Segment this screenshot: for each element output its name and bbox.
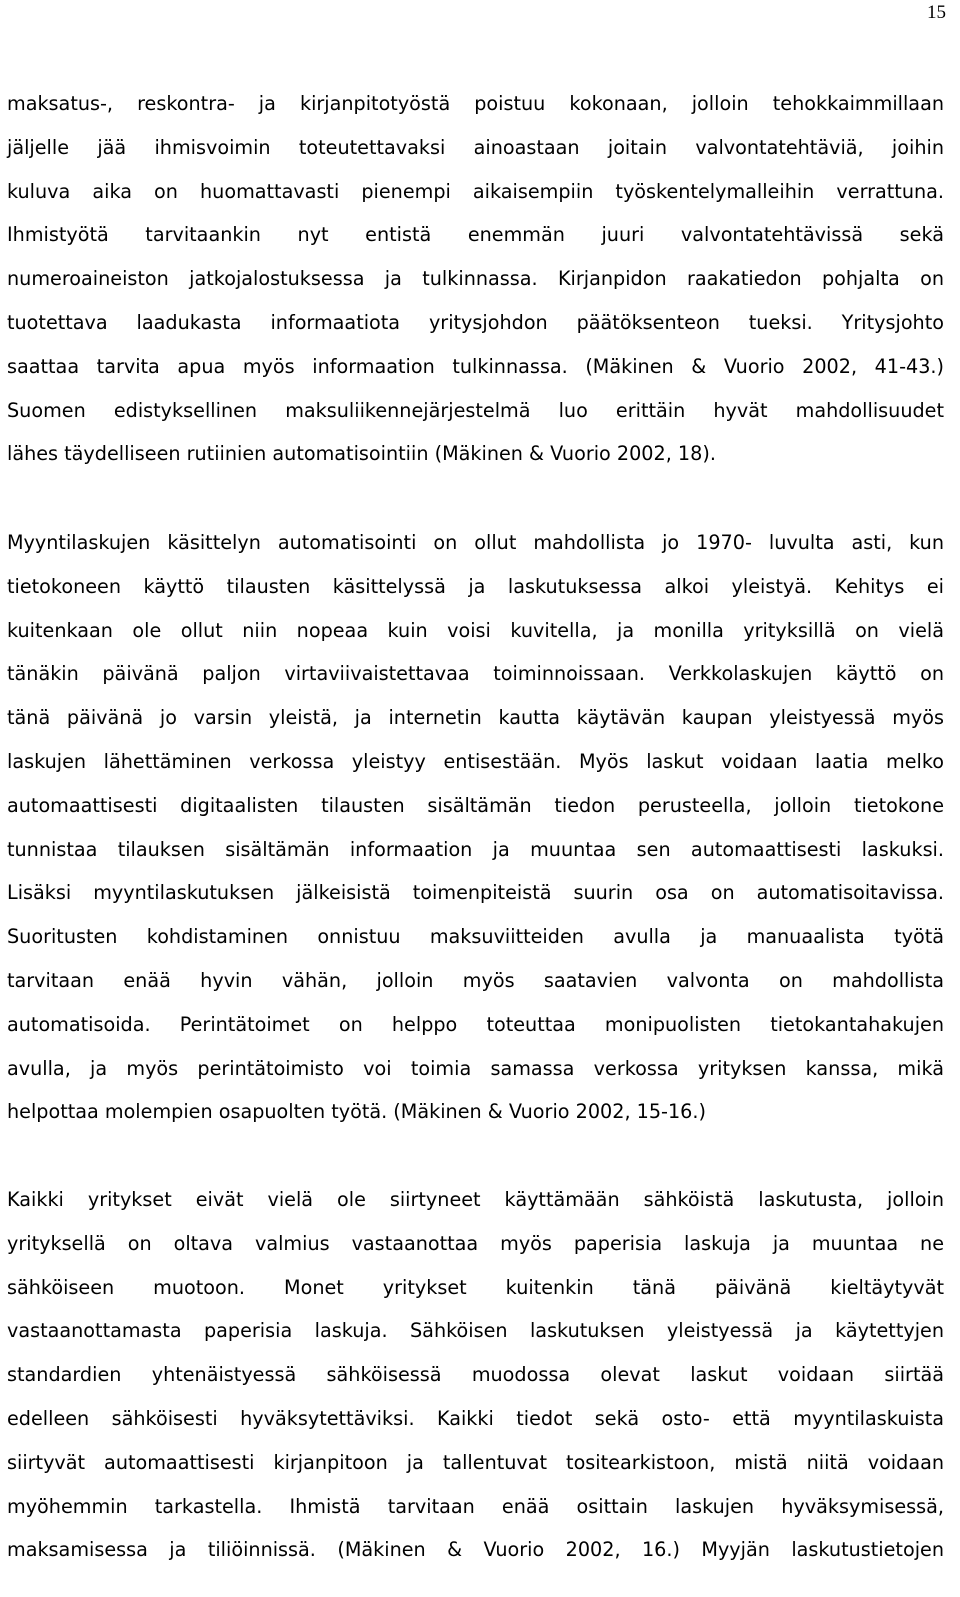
- text-line: helpottaa molempien osapuolten työtä. (Mäkinen & Vuorio 2002, 15-16.): [7, 1100, 706, 1124]
- text-line: tuotettava laadukasta informaatiota yritysjohdon päätöksenteon tueksi. Yritysjohto: [7, 311, 944, 334]
- text-line: tänä päivänä jo varsin yleistä, ja internetin kautta käytävän kaupan yleistyessä myös: [7, 706, 944, 730]
- text-line: vastaanottamasta paperisia laskuja. Sähköisen laskutuksen yleistyessä ja käytettyjen: [7, 1319, 944, 1343]
- text-line: laskujen lähettäminen verkossa yleistyy entisestään. Myös laskut voidaan laatia melko: [7, 750, 944, 773]
- text-line: tunnistaa tilauksen sisältämän informaation ja muuntaa sen automaattisesti laskuksi.: [7, 837, 944, 861]
- text-line: jäljelle jää ihmisvoimin toteutettavaksi ainoastaan joitain valvontatehtäviä, joihin: [7, 135, 944, 159]
- text-line: Myyntilaskujen käsittelyn automatisointi on ollut mahdollista jo 1970- luvulta asti, kun: [7, 531, 944, 554]
- text-line: tänäkin päivänä paljon virtaviivaistettavaa toiminnoissaan. Verkkolaskujen käyttö on: [7, 662, 944, 686]
- text-line: Ihmistyötä tarvitaankin nyt entistä enemmän juuri valvontatehtävissä sekä: [7, 223, 944, 247]
- text-line: sähköiseen muotoon. Monet yritykset kuitenkin tänä päivänä kieltäytyvät: [7, 1275, 944, 1299]
- text-line: saattaa tarvita apua myös informaation tulkinnassa. (Mäkinen & Vuorio 2002, 41-43.): [7, 354, 944, 378]
- text-line: siirtyvät automaattisesti kirjanpitoon ja tallentuvat tositearkistoon, mistä niitä voidaan: [7, 1450, 944, 1474]
- page-number: 15: [927, 2, 946, 23]
- text-line: maksamisessa ja tiliöinnissä. (Mäkinen & Vuorio 2002, 16.) Myyjän laskutustietojen: [7, 1538, 944, 1562]
- text-line: Suoritusten kohdistaminen onnistuu maksuviitteiden avulla ja manuaalista työtä: [7, 925, 944, 949]
- text-line: edelleen sähköisesti hyväksytettäviksi. Kaikki tiedot sekä osto- että myyntilaskuista: [7, 1407, 944, 1430]
- text-line: kuitenkaan ole ollut niin nopeaa kuin voisi kuvitella, ja monilla yrityksillä on vielä: [7, 618, 944, 642]
- text-line: automaattisesti digitaalisten tilausten sisältämän tiedon perusteella, jolloin tietokone: [7, 793, 944, 817]
- text-line: myöhemmin tarkastella. Ihmistä tarvitaan enää osittain laskujen hyväksymisessä,: [7, 1494, 944, 1518]
- text-line: tarvitaan enää hyvin vähän, jolloin myös saatavien valvonta on mahdollista: [7, 969, 944, 992]
- text-line: numeroaineiston jatkojalostuksessa ja tulkinnassa. Kirjanpidon raakatiedon pohjalta on: [7, 267, 944, 291]
- text-line: lähes täydelliseen rutiinien automatisointiin (Mäkinen & Vuorio 2002, 18).: [7, 442, 716, 466]
- text-line: kuluva aika on huomattavasti pienempi aikaisempiin työskentelymalleihin verrattuna.: [7, 179, 944, 203]
- text-line: tietokoneen käyttö tilausten käsittelyssä ja laskutuksessa alkoi yleistyä. Kehitys ei: [7, 574, 944, 598]
- text-line: standardien yhtenäistyessä sähköisessä muodossa olevat laskut voidaan siirtää: [7, 1363, 944, 1387]
- text-line: yrityksellä on oltava valmius vastaanottaa myös paperisia laskuja ja muuntaa ne: [7, 1231, 944, 1255]
- text-line: avulla, ja myös perintätoimisto voi toimia samassa verkossa yrityksen kanssa, mikä: [7, 1056, 944, 1080]
- text-line: maksatus-, reskontra- ja kirjanpitotyöstä poistuu kokonaan, jolloin tehokkaimmillaan: [7, 92, 944, 115]
- text-line: Lisäksi myyntilaskutuksen jälkeisistä toimenpiteistä suurin osa on automatisoitavissa.: [7, 881, 944, 905]
- text-line: Suomen edistyksellinen maksuliikennejärjestelmä luo erittäin hyvät mahdollisuudet: [7, 398, 944, 422]
- text-line: automatisoida. Perintätoimet on helppo toteuttaa monipuolisten tietokantahakujen: [7, 1012, 944, 1036]
- text-line: Kaikki yritykset eivät vielä ole siirtyneet käyttämään sähköistä laskutusta, jolloin: [7, 1188, 944, 1211]
